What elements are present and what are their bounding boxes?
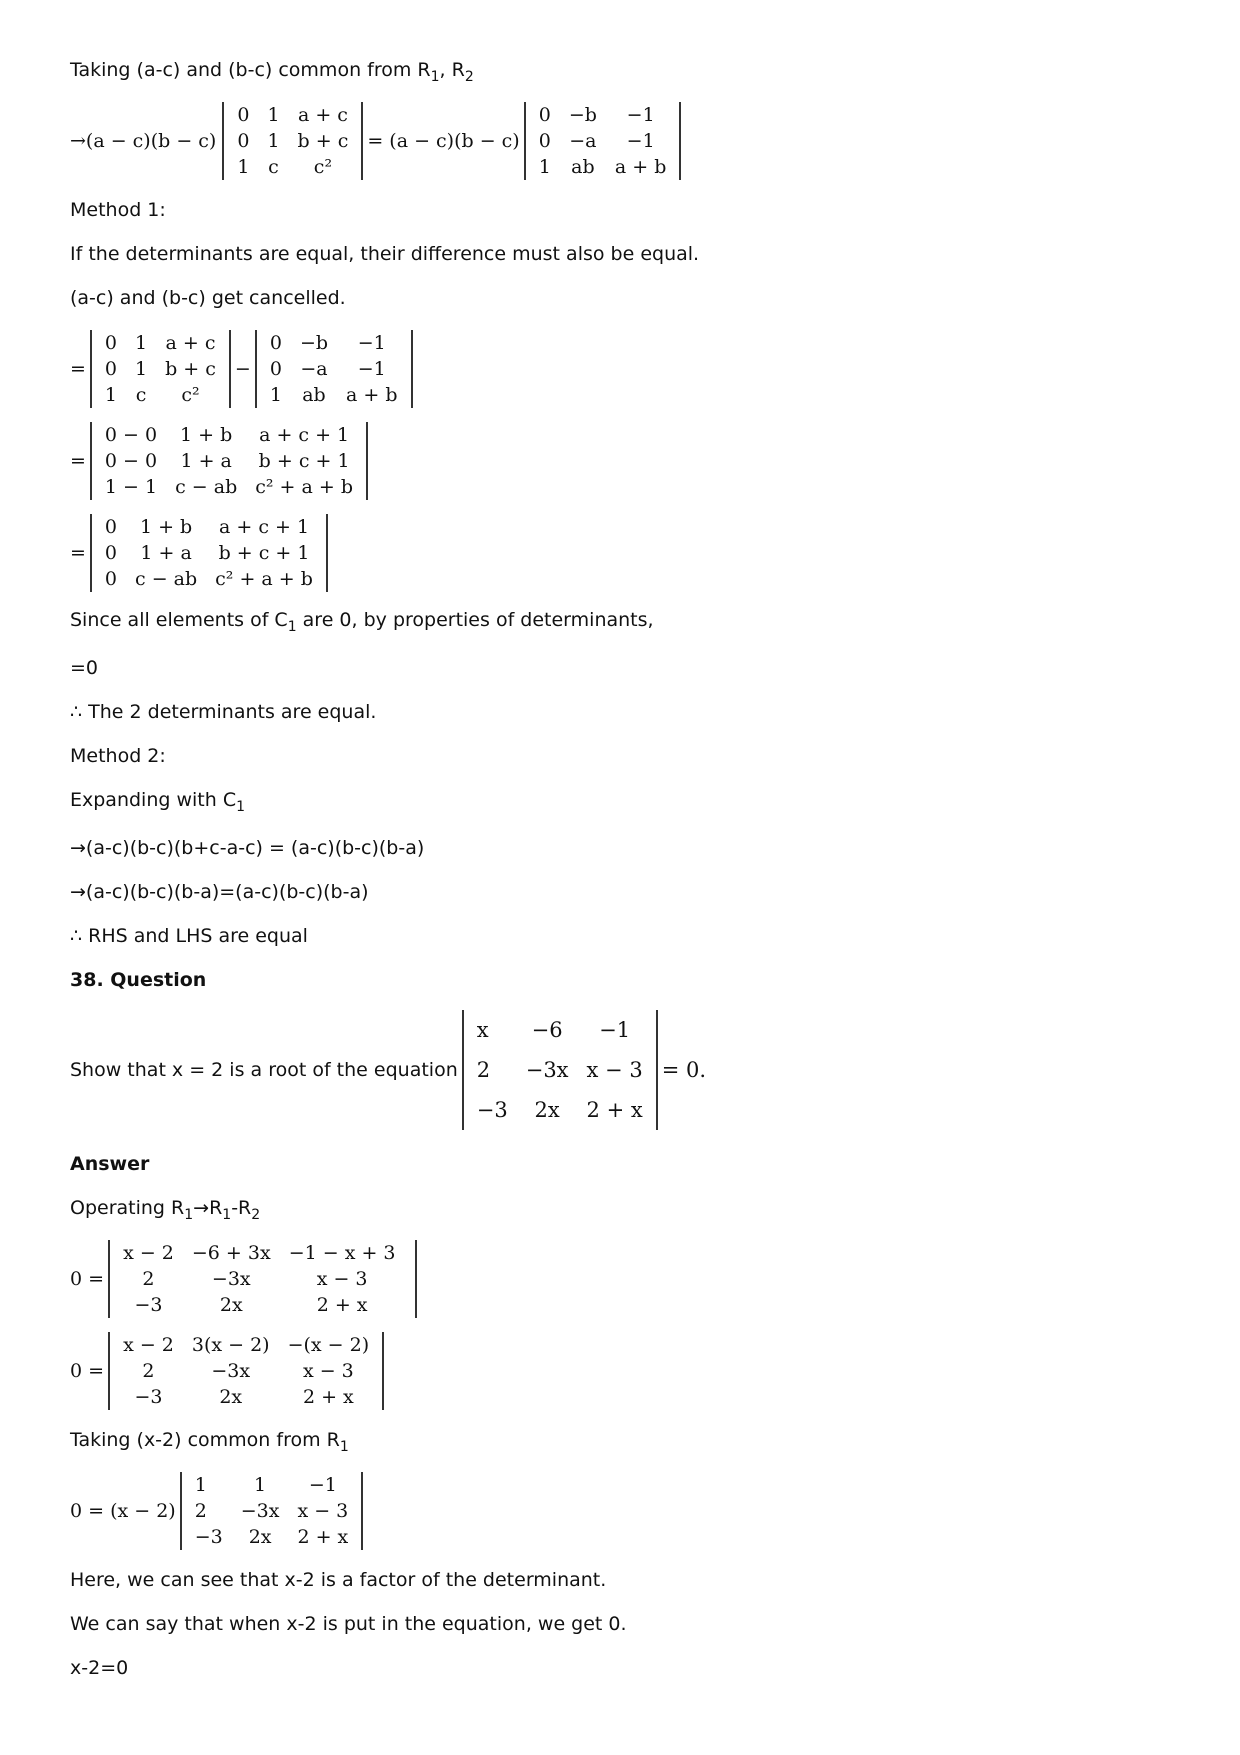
cell: a + b — [614, 156, 667, 178]
equals-factor: = (a − c)(b − c) — [367, 130, 520, 152]
cell: 2x — [219, 1386, 243, 1408]
subscript: 1 — [339, 1439, 349, 1455]
text: →R — [193, 1197, 223, 1219]
cell: −6 + 3x — [191, 1242, 271, 1264]
cell: x − 2 — [123, 1242, 174, 1264]
method1-label: Method 1: — [70, 199, 166, 221]
text-taking-x-common — [70, 1428, 349, 1455]
cell: −b — [299, 332, 329, 354]
text: are 0, by properties of determinants, — [296, 609, 654, 631]
cell: −1 — [357, 332, 386, 354]
cell: a + c — [165, 332, 216, 354]
cell: −1 — [599, 1018, 631, 1042]
cell: 1 + a — [180, 450, 232, 472]
text: , R — [439, 59, 465, 81]
text-taking-common — [70, 58, 474, 85]
factor-prefix: →(a − c)(b − c) — [70, 130, 217, 152]
cell: 1 — [267, 104, 280, 126]
cell: ab — [302, 384, 326, 406]
answer-equation-1 — [70, 1240, 421, 1318]
equals-sign: = — [70, 450, 86, 472]
cell: −3x — [211, 1268, 251, 1290]
text-factor: Here, we can see that x-2 is a factor of the determinant. — [70, 1569, 607, 1591]
determinant-right — [524, 102, 682, 180]
cell: x − 3 — [297, 1500, 349, 1522]
subscript: 2 — [251, 1207, 261, 1223]
text: Operating R — [70, 1197, 185, 1219]
question-determinant — [462, 1010, 658, 1130]
zero-equals: 0 = — [70, 1268, 105, 1290]
cell: −1 — [626, 104, 655, 126]
cell: 0 — [269, 358, 282, 380]
question-heading: 38. Question — [70, 969, 207, 991]
cell: 1 — [237, 156, 250, 178]
question-equation — [458, 1010, 706, 1130]
cell: c² + a + b — [255, 476, 353, 498]
cell: 1 — [194, 1474, 207, 1496]
text: Since all elements of C — [70, 609, 288, 631]
cell: 0 — [104, 516, 118, 538]
cell: c² + a + b — [215, 568, 313, 590]
equation-simplified — [70, 514, 332, 592]
cell: x − 3 — [302, 1360, 354, 1382]
equation-common-factor — [70, 102, 685, 180]
subscript: 1 — [287, 619, 297, 635]
cell: 1 — [538, 156, 551, 178]
cell: −6 — [531, 1018, 563, 1042]
cell: −a — [569, 130, 597, 152]
cell: 2 — [142, 1360, 155, 1382]
cell: 2 + x — [297, 1526, 349, 1548]
text-expansion-1: →(a-c)(b-c)(b+c-a-c) = (a-c)(b-c)(b-a) — [70, 837, 425, 859]
answer-determinant-2 — [108, 1332, 384, 1410]
cell: 1 — [267, 130, 280, 152]
text: Expanding with C — [70, 789, 237, 811]
text: Taking (a-c) and (b-c) common from R — [70, 59, 431, 81]
minus-sign: − — [234, 358, 251, 380]
cell: 1 + a — [140, 542, 192, 564]
cell: 2 — [142, 1268, 155, 1290]
answer-heading: Answer — [70, 1153, 150, 1175]
subscript: 1 — [184, 1207, 194, 1223]
cell: 2 — [476, 1058, 491, 1082]
text: -R — [231, 1197, 252, 1219]
cell: 0 − 0 — [104, 424, 158, 446]
equation-difference — [70, 330, 417, 408]
cell: x − 3 — [316, 1268, 368, 1290]
equals-sign: = — [70, 358, 86, 380]
answer-determinant-1 — [108, 1240, 416, 1318]
zero-equals: 0 = — [70, 1360, 105, 1382]
cell: −3 — [194, 1526, 223, 1548]
cell: −3x — [240, 1500, 280, 1522]
cell: a + c + 1 — [219, 516, 310, 538]
cell: b + c — [297, 130, 349, 152]
text-difference: If the determinants are equal, their difference must also be equal. — [70, 243, 700, 265]
cell: 2 — [194, 1500, 207, 1522]
cell: b + c + 1 — [218, 542, 310, 564]
cell: 0 — [237, 130, 250, 152]
cell: 1 — [254, 1474, 267, 1496]
text-operating — [70, 1196, 261, 1223]
text-since-c1 — [70, 608, 654, 635]
text-expanding — [70, 788, 246, 815]
cell: 0 — [104, 568, 118, 590]
answer-equation-3 — [70, 1472, 367, 1550]
cell: 1 — [104, 384, 118, 406]
cell: ab — [571, 156, 595, 178]
answer-determinant-3 — [180, 1472, 364, 1550]
subscript: 1 — [430, 69, 440, 85]
cell: x − 2 — [123, 1334, 174, 1356]
determinant-subtracted — [90, 422, 368, 500]
method2-label: Method 2: — [70, 745, 166, 767]
cell: −3 — [134, 1294, 163, 1316]
cell: −1 — [357, 358, 386, 380]
cell: x — [476, 1018, 489, 1042]
cell: −3x — [211, 1360, 251, 1382]
cell: −3 — [476, 1098, 508, 1122]
cell: 2 + x — [316, 1294, 368, 1316]
text-expansion-2: →(a-c)(b-c)(b-a)=(a-c)(b-c)(b-a) — [70, 881, 369, 903]
cell: 0 — [538, 130, 551, 152]
determinant-left — [222, 102, 363, 180]
cell: c — [268, 156, 279, 178]
equals-sign: = — [70, 542, 86, 564]
cell: b + c + 1 — [258, 450, 350, 472]
cell: 1 + b — [180, 424, 233, 446]
cell: 1 — [135, 332, 148, 354]
cell: 1 — [269, 384, 282, 406]
subscript: 1 — [222, 1207, 232, 1223]
cell: −3 — [134, 1386, 163, 1408]
cell: 0 — [237, 104, 250, 126]
cell: x − 3 — [586, 1058, 643, 1082]
text-final: x-2=0 — [70, 1657, 129, 1679]
cell: c − ab — [175, 476, 238, 498]
cell: 0 − 0 — [104, 450, 158, 472]
cell: 0 — [538, 104, 551, 126]
cell: −(x − 2) — [287, 1334, 370, 1356]
cell: −b — [568, 104, 597, 126]
cell: −3x — [525, 1058, 569, 1082]
cell: −1 — [626, 130, 655, 152]
cell: 1 + b — [139, 516, 193, 538]
question-text: Show that x = 2 is a root of the equation — [70, 1059, 458, 1081]
cell: −1 − x + 3 — [288, 1242, 396, 1264]
cell: a + c — [297, 104, 348, 126]
cell: c² — [181, 384, 200, 406]
text-cancelled: (a-c) and (b-c) get cancelled. — [70, 287, 346, 309]
cell: 2x — [219, 1294, 243, 1316]
determinant-a — [90, 330, 231, 408]
equals-zero: = 0. — [661, 1058, 706, 1082]
cell: 3(x − 2) — [191, 1334, 270, 1356]
cell: a + b — [346, 384, 398, 406]
cell: 2x — [248, 1526, 272, 1548]
question-statement — [70, 1010, 706, 1130]
cell: 1 − 1 — [104, 476, 158, 498]
text-therefore-equal: ∴ The 2 determinants are equal. — [70, 701, 377, 723]
cell: 0 — [104, 332, 118, 354]
zero-equals-factor: 0 = (x − 2) — [70, 1500, 176, 1522]
cell: 2 + x — [302, 1386, 354, 1408]
cell: 2 + x — [586, 1098, 643, 1122]
cell: 1 — [135, 358, 148, 380]
equation-subtracted — [70, 422, 372, 500]
text-therefore-rhs-lhs: ∴ RHS and LHS are equal — [70, 925, 308, 947]
cell: c − ab — [135, 568, 198, 590]
text-put-in-equation: We can say that when x-2 is put in the equation, we get 0. — [70, 1613, 627, 1635]
determinant-simplified — [90, 514, 328, 592]
cell: a + c + 1 — [259, 424, 350, 446]
determinant-b — [255, 330, 413, 408]
cell: c — [135, 384, 147, 406]
subscript: 1 — [236, 799, 246, 815]
cell: 2x — [534, 1098, 560, 1122]
cell: 0 — [104, 358, 118, 380]
cell: c² — [313, 156, 333, 178]
cell: 0 — [269, 332, 282, 354]
cell: −a — [300, 358, 328, 380]
cell: b + c — [165, 358, 216, 380]
answer-equation-2 — [70, 1332, 388, 1410]
cell: 0 — [104, 542, 118, 564]
text-eq-zero: =0 — [70, 657, 99, 679]
text: Taking (x-2) common from R — [70, 1429, 340, 1451]
subscript: 2 — [464, 69, 474, 85]
cell: −1 — [308, 1474, 337, 1496]
